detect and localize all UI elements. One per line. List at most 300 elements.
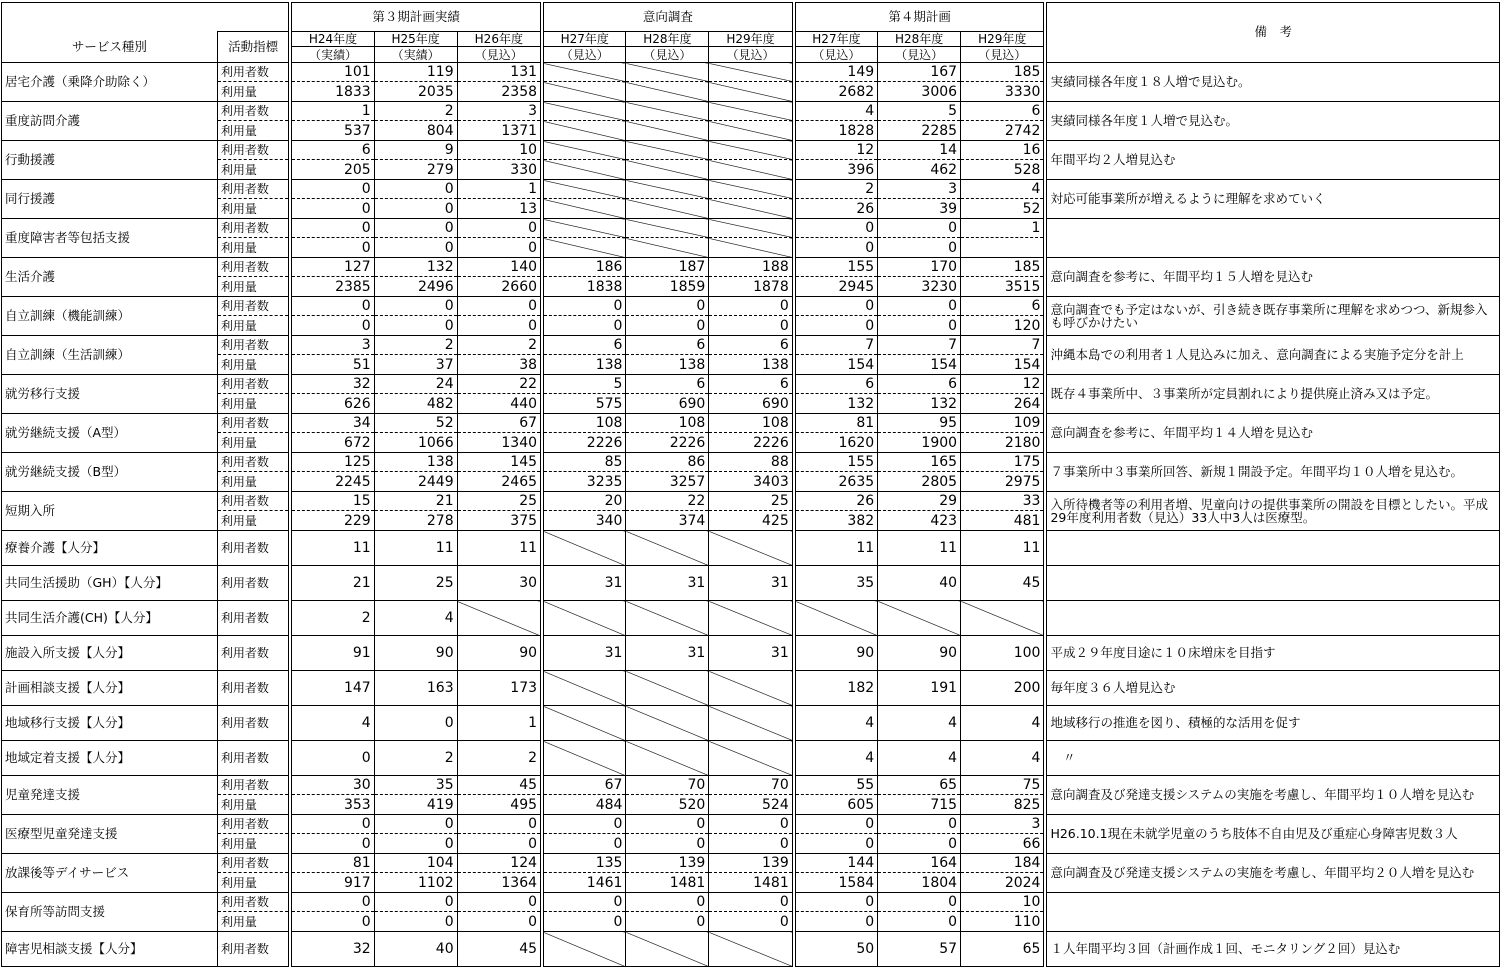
value-cell: 524 bbox=[709, 795, 794, 815]
indicator-header: 活動指標 bbox=[217, 32, 290, 63]
value-cell: 0 bbox=[626, 834, 709, 854]
remarks-header: 備 考 bbox=[1045, 3, 1499, 63]
indicator-cell: 利用量 bbox=[217, 394, 290, 414]
value-cell: 0 bbox=[878, 219, 961, 238]
table-row bbox=[2, 336, 1500, 355]
value-cell: 22 bbox=[626, 492, 709, 511]
not-applicable-cell bbox=[709, 706, 794, 741]
value-cell: 917 bbox=[290, 873, 374, 893]
value-cell: 127 bbox=[290, 258, 374, 277]
value-cell: 690 bbox=[626, 394, 709, 414]
value-cell: 2 bbox=[374, 336, 457, 355]
value-cell: 375 bbox=[457, 511, 542, 531]
value-cell: 481 bbox=[961, 511, 1046, 531]
value-cell: 4 bbox=[878, 741, 961, 776]
year-header: H27年度 bbox=[542, 32, 626, 47]
value-cell: 11 bbox=[374, 531, 457, 566]
service-name-cell: 重度訪問介護 bbox=[2, 102, 218, 141]
value-cell: 0 bbox=[457, 297, 542, 316]
value-cell: 3230 bbox=[878, 277, 961, 297]
not-applicable-cell bbox=[709, 82, 794, 102]
value-cell: 1 bbox=[961, 219, 1046, 238]
table-row bbox=[2, 531, 1500, 566]
value-cell: 26 bbox=[794, 199, 878, 219]
service-type-header: サービス種別 bbox=[2, 32, 218, 63]
value-cell: 57 bbox=[878, 932, 961, 967]
service-name-cell: 施設入所支援【人分】 bbox=[2, 636, 218, 671]
header-blank bbox=[2, 3, 291, 32]
indicator-cell: 利用者数 bbox=[217, 932, 290, 967]
value-cell: 0 bbox=[794, 834, 878, 854]
value-cell: 7 bbox=[878, 336, 961, 355]
value-cell bbox=[961, 238, 1046, 258]
year-header: H24年度 bbox=[290, 32, 374, 47]
not-applicable-cell bbox=[626, 141, 709, 160]
value-cell: 0 bbox=[290, 834, 374, 854]
value-cell: 4 bbox=[290, 706, 374, 741]
not-applicable-cell bbox=[542, 63, 626, 82]
not-applicable-cell bbox=[542, 601, 626, 636]
indicator-cell: 利用者数 bbox=[217, 375, 290, 394]
remarks-cell: 毎年度３６人増見込む bbox=[1045, 671, 1499, 706]
value-cell: 11 bbox=[290, 531, 374, 566]
value-cell: 144 bbox=[794, 854, 878, 873]
group-header-4th-period: 第４期計画 bbox=[794, 3, 1046, 32]
value-cell: 0 bbox=[794, 316, 878, 336]
value-cell: 0 bbox=[542, 893, 626, 912]
year-status-header: （見込） bbox=[626, 47, 709, 63]
value-cell: 0 bbox=[709, 316, 794, 336]
indicator-cell: 利用量 bbox=[217, 511, 290, 531]
not-applicable-cell bbox=[626, 199, 709, 219]
value-cell: 108 bbox=[709, 414, 794, 433]
value-cell: 184 bbox=[961, 854, 1046, 873]
service-name-cell: 居宅介護（乗降介助除く） bbox=[2, 63, 218, 102]
indicator-cell: 利用量 bbox=[217, 199, 290, 219]
value-cell: 2496 bbox=[374, 277, 457, 297]
value-cell: 0 bbox=[374, 834, 457, 854]
value-cell: 12 bbox=[794, 141, 878, 160]
value-cell: 185 bbox=[961, 258, 1046, 277]
value-cell: 45 bbox=[961, 566, 1046, 601]
value-cell: 52 bbox=[961, 199, 1046, 219]
value-cell: 2285 bbox=[878, 121, 961, 141]
not-applicable-cell bbox=[626, 102, 709, 121]
value-cell: 31 bbox=[542, 566, 626, 601]
not-applicable-cell bbox=[709, 141, 794, 160]
not-applicable-cell bbox=[626, 671, 709, 706]
remarks-cell bbox=[1045, 601, 1499, 636]
value-cell: 0 bbox=[290, 199, 374, 219]
value-cell: 2805 bbox=[878, 472, 961, 492]
value-cell: 6 bbox=[961, 102, 1046, 121]
value-cell: 2975 bbox=[961, 472, 1046, 492]
value-cell: 31 bbox=[709, 566, 794, 601]
indicator-cell: 利用量 bbox=[217, 82, 290, 102]
table-row bbox=[2, 141, 1500, 160]
value-cell: 0 bbox=[290, 219, 374, 238]
indicator-cell: 利用量 bbox=[217, 873, 290, 893]
value-cell: 2180 bbox=[961, 433, 1046, 453]
value-cell: 12 bbox=[961, 375, 1046, 394]
value-cell: 1 bbox=[290, 102, 374, 121]
value-cell: 132 bbox=[794, 394, 878, 414]
value-cell: 21 bbox=[290, 566, 374, 601]
indicator-cell: 利用量 bbox=[217, 472, 290, 492]
service-name-cell: 同行援護 bbox=[2, 180, 218, 219]
service-name-cell: 就労継続支援（A型） bbox=[2, 414, 218, 453]
indicator-cell: 利用量 bbox=[217, 160, 290, 180]
value-cell: 0 bbox=[794, 815, 878, 834]
value-cell: 108 bbox=[626, 414, 709, 433]
value-cell: 0 bbox=[794, 893, 878, 912]
not-applicable-cell bbox=[709, 238, 794, 258]
value-cell: 32 bbox=[290, 375, 374, 394]
indicator-cell: 利用者数 bbox=[217, 776, 290, 795]
value-cell: 2024 bbox=[961, 873, 1046, 893]
value-cell: 264 bbox=[961, 394, 1046, 414]
value-cell: 1620 bbox=[794, 433, 878, 453]
value-cell: 164 bbox=[878, 854, 961, 873]
value-cell: 0 bbox=[878, 815, 961, 834]
value-cell: 26 bbox=[794, 492, 878, 511]
value-cell: 1481 bbox=[709, 873, 794, 893]
value-cell: 715 bbox=[878, 795, 961, 815]
value-cell: 279 bbox=[374, 160, 457, 180]
service-name-cell: 地域定着支援【人分】 bbox=[2, 741, 218, 776]
value-cell: 31 bbox=[709, 636, 794, 671]
value-cell: 3403 bbox=[709, 472, 794, 492]
value-cell: 11 bbox=[457, 531, 542, 566]
indicator-cell: 利用者数 bbox=[217, 336, 290, 355]
value-cell: 0 bbox=[626, 297, 709, 316]
not-applicable-cell bbox=[709, 671, 794, 706]
value-cell: 0 bbox=[290, 893, 374, 912]
value-cell: 3006 bbox=[878, 82, 961, 102]
value-cell: 187 bbox=[626, 258, 709, 277]
value-cell: 1 bbox=[457, 706, 542, 741]
value-cell: 484 bbox=[542, 795, 626, 815]
table-row bbox=[2, 414, 1500, 433]
not-applicable-cell bbox=[542, 671, 626, 706]
value-cell: 495 bbox=[457, 795, 542, 815]
value-cell: 575 bbox=[542, 394, 626, 414]
year-status-header: （実績） bbox=[290, 47, 374, 63]
value-cell: 6 bbox=[709, 375, 794, 394]
value-cell: 33 bbox=[961, 492, 1046, 511]
value-cell: 0 bbox=[374, 706, 457, 741]
value-cell: 0 bbox=[374, 219, 457, 238]
indicator-cell: 利用量 bbox=[217, 795, 290, 815]
value-cell: 31 bbox=[542, 636, 626, 671]
table-row bbox=[2, 671, 1500, 706]
value-cell: 6 bbox=[709, 336, 794, 355]
value-cell: 0 bbox=[457, 316, 542, 336]
value-cell: 7 bbox=[794, 336, 878, 355]
value-cell: 0 bbox=[290, 297, 374, 316]
value-cell: 135 bbox=[542, 854, 626, 873]
year-status-header: （見込） bbox=[878, 47, 961, 63]
table-row bbox=[2, 854, 1500, 873]
indicator-cell: 利用量 bbox=[217, 316, 290, 336]
value-cell: 2 bbox=[374, 102, 457, 121]
not-applicable-cell bbox=[709, 199, 794, 219]
value-cell: 0 bbox=[374, 815, 457, 834]
value-cell: 672 bbox=[290, 433, 374, 453]
value-cell: 0 bbox=[457, 238, 542, 258]
value-cell: 6 bbox=[626, 375, 709, 394]
year-header: H29年度 bbox=[709, 32, 794, 47]
indicator-cell: 利用量 bbox=[217, 238, 290, 258]
value-cell: 605 bbox=[794, 795, 878, 815]
value-cell: 131 bbox=[457, 63, 542, 82]
value-cell: 0 bbox=[457, 893, 542, 912]
value-cell: 528 bbox=[961, 160, 1046, 180]
value-cell: 31 bbox=[626, 566, 709, 601]
service-name-cell: 生活介護 bbox=[2, 258, 218, 297]
service-name-cell: 医療型児童発達支援 bbox=[2, 815, 218, 854]
not-applicable-cell bbox=[709, 932, 794, 967]
value-cell: 81 bbox=[290, 854, 374, 873]
not-applicable-cell bbox=[961, 601, 1046, 636]
not-applicable-cell bbox=[626, 932, 709, 967]
value-cell: 0 bbox=[878, 912, 961, 932]
value-cell: 0 bbox=[626, 912, 709, 932]
not-applicable-cell bbox=[709, 531, 794, 566]
not-applicable-cell bbox=[542, 932, 626, 967]
value-cell: 2 bbox=[794, 180, 878, 199]
value-cell: 0 bbox=[374, 199, 457, 219]
value-cell: 125 bbox=[290, 453, 374, 472]
value-cell: 0 bbox=[794, 238, 878, 258]
value-cell: 1584 bbox=[794, 873, 878, 893]
value-cell: 65 bbox=[961, 932, 1046, 967]
value-cell: 3 bbox=[457, 102, 542, 121]
service-name-cell: 児童発達支援 bbox=[2, 776, 218, 815]
not-applicable-cell bbox=[878, 601, 961, 636]
value-cell: 626 bbox=[290, 394, 374, 414]
value-cell: 40 bbox=[878, 566, 961, 601]
value-cell: 90 bbox=[878, 636, 961, 671]
value-cell: 188 bbox=[709, 258, 794, 277]
remarks-cell: 〃 bbox=[1045, 741, 1499, 776]
value-cell: 0 bbox=[626, 316, 709, 336]
value-cell: 120 bbox=[961, 316, 1046, 336]
value-cell: 1066 bbox=[374, 433, 457, 453]
value-cell: 4 bbox=[794, 741, 878, 776]
value-cell: 374 bbox=[626, 511, 709, 531]
value-cell: 5 bbox=[542, 375, 626, 394]
not-applicable-cell bbox=[542, 82, 626, 102]
not-applicable-cell bbox=[709, 63, 794, 82]
value-cell: 2660 bbox=[457, 277, 542, 297]
year-status-header: （見込） bbox=[542, 47, 626, 63]
indicator-cell: 利用者数 bbox=[217, 854, 290, 873]
value-cell: 0 bbox=[626, 893, 709, 912]
value-cell: 108 bbox=[542, 414, 626, 433]
service-plan-table bbox=[1, 2, 1500, 967]
value-cell: 0 bbox=[290, 316, 374, 336]
value-cell: 29 bbox=[878, 492, 961, 511]
not-applicable-cell bbox=[626, 82, 709, 102]
indicator-cell: 利用者数 bbox=[217, 815, 290, 834]
indicator-cell: 利用者数 bbox=[217, 492, 290, 511]
service-name-cell: 計画相談支援【人分】 bbox=[2, 671, 218, 706]
value-cell: 165 bbox=[878, 453, 961, 472]
value-cell: 75 bbox=[961, 776, 1046, 795]
service-name-cell: 共同生活援助（GH）【人分】 bbox=[2, 566, 218, 601]
indicator-cell: 利用者数 bbox=[217, 258, 290, 277]
value-cell: 138 bbox=[374, 453, 457, 472]
not-applicable-cell bbox=[709, 219, 794, 238]
value-cell: 2465 bbox=[457, 472, 542, 492]
value-cell: 4 bbox=[961, 741, 1046, 776]
value-cell: 200 bbox=[961, 671, 1046, 706]
value-cell: 0 bbox=[542, 297, 626, 316]
value-cell: 2635 bbox=[794, 472, 878, 492]
value-cell: 35 bbox=[794, 566, 878, 601]
not-applicable-cell bbox=[542, 531, 626, 566]
value-cell: 67 bbox=[542, 776, 626, 795]
value-cell: 2035 bbox=[374, 82, 457, 102]
remarks-cell: 入所待機者等の利用者増、児童向けの提供事業所の開設を目標としたい。平成29年度利用者数（見込）33人中3人は医療型。 bbox=[1045, 492, 1499, 531]
value-cell: 0 bbox=[709, 912, 794, 932]
not-applicable-cell bbox=[626, 63, 709, 82]
value-cell: 396 bbox=[794, 160, 878, 180]
value-cell: 90 bbox=[794, 636, 878, 671]
value-cell: 537 bbox=[290, 121, 374, 141]
value-cell: 154 bbox=[878, 355, 961, 375]
not-applicable-cell bbox=[542, 238, 626, 258]
service-name-cell: 障害児相談支援【人分】 bbox=[2, 932, 218, 967]
value-cell: 1838 bbox=[542, 277, 626, 297]
value-cell: 70 bbox=[626, 776, 709, 795]
value-cell: 482 bbox=[374, 394, 457, 414]
service-name-cell: 自立訓練（機能訓練） bbox=[2, 297, 218, 336]
value-cell: 520 bbox=[626, 795, 709, 815]
value-cell: 278 bbox=[374, 511, 457, 531]
value-cell: 65 bbox=[878, 776, 961, 795]
value-cell: 825 bbox=[961, 795, 1046, 815]
remarks-cell: 意向調査及び発達支援システムの実施を考慮し、年間平均２０人増を見込む bbox=[1045, 854, 1499, 893]
value-cell: 2226 bbox=[542, 433, 626, 453]
service-name-cell: 放課後等デイサービス bbox=[2, 854, 218, 893]
value-cell: 51 bbox=[290, 355, 374, 375]
value-cell: 353 bbox=[290, 795, 374, 815]
value-cell: 340 bbox=[542, 511, 626, 531]
value-cell: 1340 bbox=[457, 433, 542, 453]
value-cell: 22 bbox=[457, 375, 542, 394]
value-cell: 25 bbox=[374, 566, 457, 601]
value-cell: 2682 bbox=[794, 82, 878, 102]
value-cell: 139 bbox=[626, 854, 709, 873]
value-cell: 2945 bbox=[794, 277, 878, 297]
value-cell: 6 bbox=[626, 336, 709, 355]
value-cell: 0 bbox=[374, 180, 457, 199]
not-applicable-cell bbox=[626, 531, 709, 566]
not-applicable-cell bbox=[542, 160, 626, 180]
value-cell: 0 bbox=[374, 297, 457, 316]
value-cell: 229 bbox=[290, 511, 374, 531]
indicator-cell: 利用量 bbox=[217, 834, 290, 854]
remarks-cell: 年間平均２人増見込む bbox=[1045, 141, 1499, 180]
value-cell: 154 bbox=[794, 355, 878, 375]
indicator-cell: 利用者数 bbox=[217, 893, 290, 912]
group-header-survey: 意向調査 bbox=[542, 3, 794, 32]
value-cell: 67 bbox=[457, 414, 542, 433]
service-name-cell: 短期入所 bbox=[2, 492, 218, 531]
value-cell: 13 bbox=[457, 199, 542, 219]
value-cell: 0 bbox=[374, 912, 457, 932]
value-cell: 35 bbox=[374, 776, 457, 795]
value-cell: 0 bbox=[290, 180, 374, 199]
not-applicable-cell bbox=[709, 741, 794, 776]
indicator-cell: 利用者数 bbox=[217, 531, 290, 566]
value-cell: 173 bbox=[457, 671, 542, 706]
value-cell: 2 bbox=[457, 336, 542, 355]
remarks-cell: 平成２９年度目途に１０床増床を目指す bbox=[1045, 636, 1499, 671]
not-applicable-cell bbox=[709, 601, 794, 636]
value-cell: 6 bbox=[542, 336, 626, 355]
value-cell: 0 bbox=[878, 238, 961, 258]
value-cell: 0 bbox=[542, 834, 626, 854]
value-cell: 37 bbox=[374, 355, 457, 375]
value-cell: 86 bbox=[626, 453, 709, 472]
year-status-header: （見込） bbox=[709, 47, 794, 63]
table-row bbox=[2, 375, 1500, 394]
value-cell: 425 bbox=[709, 511, 794, 531]
value-cell: 11 bbox=[961, 531, 1046, 566]
service-name-cell: 就労継続支援（B型） bbox=[2, 453, 218, 492]
value-cell: 132 bbox=[374, 258, 457, 277]
value-cell: 185 bbox=[961, 63, 1046, 82]
not-applicable-cell bbox=[542, 141, 626, 160]
value-cell: 0 bbox=[374, 316, 457, 336]
table-row bbox=[2, 815, 1500, 834]
remarks-cell bbox=[1045, 893, 1499, 932]
value-cell: 14 bbox=[878, 141, 961, 160]
value-cell: 1833 bbox=[290, 82, 374, 102]
not-applicable-cell bbox=[626, 741, 709, 776]
value-cell: 1804 bbox=[878, 873, 961, 893]
value-cell: 38 bbox=[457, 355, 542, 375]
value-cell: 7 bbox=[961, 336, 1046, 355]
year-status-header: （見込） bbox=[961, 47, 1046, 63]
remarks-cell: 実績同様各年度１人増で見込む。 bbox=[1045, 102, 1499, 141]
indicator-cell: 利用者数 bbox=[217, 601, 290, 636]
value-cell: 1364 bbox=[457, 873, 542, 893]
value-cell: 0 bbox=[709, 297, 794, 316]
value-cell: 3330 bbox=[961, 82, 1046, 102]
value-cell: 39 bbox=[878, 199, 961, 219]
year-header: H25年度 bbox=[374, 32, 457, 47]
value-cell: 0 bbox=[878, 297, 961, 316]
value-cell: 6 bbox=[290, 141, 374, 160]
remarks-cell: 意向調査でも予定はないが、引き続き既存事業所に理解を求めつつ、新規参入も呼びかけたい bbox=[1045, 297, 1499, 336]
value-cell: 0 bbox=[709, 815, 794, 834]
value-cell: 2385 bbox=[290, 277, 374, 297]
not-applicable-cell bbox=[626, 219, 709, 238]
value-cell: 124 bbox=[457, 854, 542, 873]
value-cell: 25 bbox=[709, 492, 794, 511]
table-row bbox=[2, 741, 1500, 776]
value-cell: 0 bbox=[290, 238, 374, 258]
table-row bbox=[2, 706, 1500, 741]
remarks-cell: １人年間平均３回（計画作成１回、モニタリング２回）見込む bbox=[1045, 932, 1499, 967]
value-cell: 4 bbox=[961, 706, 1046, 741]
value-cell: 109 bbox=[961, 414, 1046, 433]
value-cell: 70 bbox=[709, 776, 794, 795]
